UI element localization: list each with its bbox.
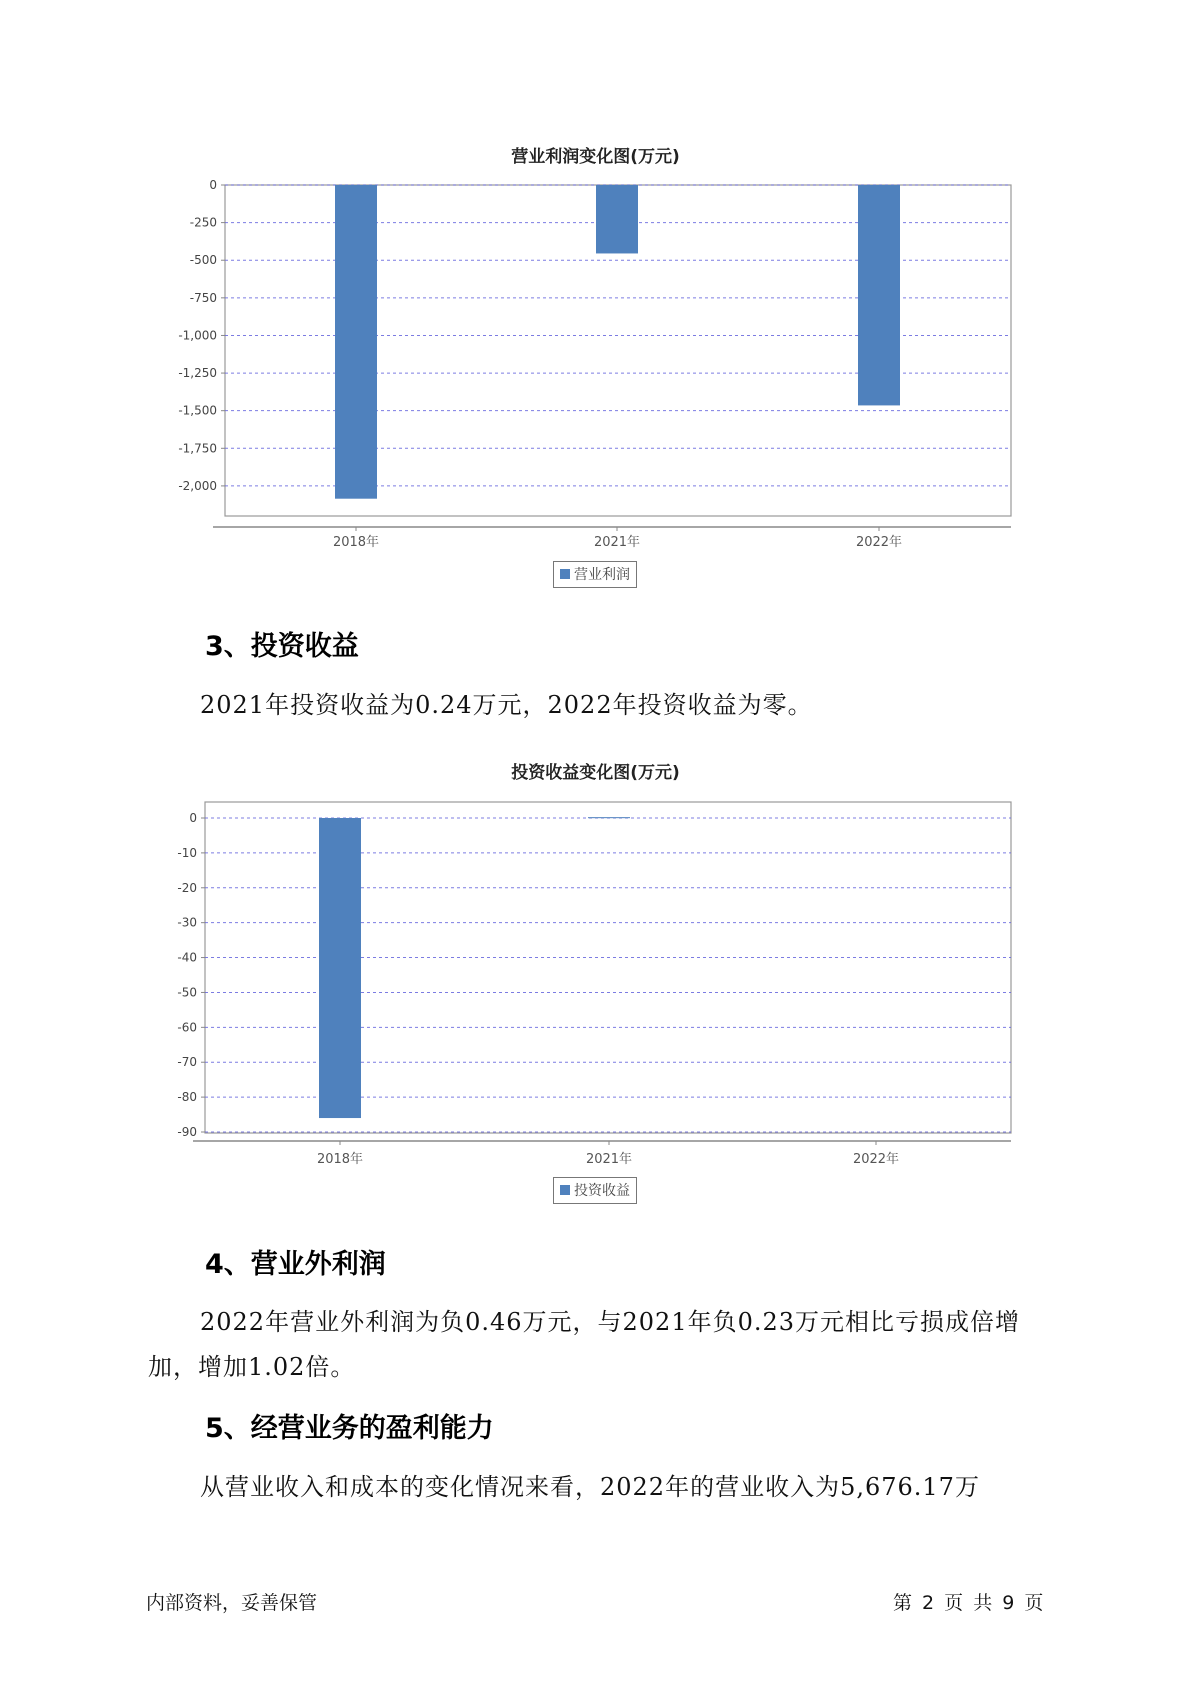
y-tick-label: -1,750 (178, 441, 217, 456)
x-tick-label: 2021年 (593, 535, 641, 550)
section-text-profitability: 从营业收入和成本的变化情况来看，2022年的营业收入为5,676.17万 (200, 1473, 980, 1501)
x-tick-label: 2021年 (585, 1152, 633, 1167)
footer-confidential: 内部资料，妥善保管 (146, 1592, 318, 1614)
bar (319, 818, 361, 1118)
y-tick-label: -10 (177, 845, 197, 860)
bar (588, 817, 630, 818)
y-tick-label: -80 (177, 1090, 197, 1105)
y-tick-label: 0 (189, 811, 197, 825)
section-heading-non-operating: 4、营业外利润 (205, 1249, 386, 1280)
y-tick-label: -750 (189, 290, 217, 305)
section-text-investment: 2021年投资收益为0.24万元，2022年投资收益为零。 (200, 691, 813, 719)
x-tick-label: 2022年 (855, 535, 903, 550)
y-tick-label: -50 (177, 985, 197, 1000)
chart-title: 营业利润变化图(万元) (511, 147, 680, 167)
y-tick-label: 0 (209, 178, 217, 192)
y-tick-label: -1,250 (178, 366, 217, 381)
y-tick-label: -1,000 (178, 328, 217, 343)
footer-page-number: 第 2 页 共 9 页 (893, 1592, 1046, 1614)
y-tick-label: -250 (189, 215, 217, 230)
chart-legend (553, 1177, 637, 1204)
x-tick-label: 2022年 (852, 1152, 900, 1167)
y-tick-label: -60 (177, 1020, 197, 1035)
y-tick-label: -1,500 (178, 403, 217, 418)
section-heading-investment: 3、投资收益 (205, 631, 359, 662)
x-tick-label: 2018年 (316, 1152, 364, 1167)
y-tick-label: -30 (177, 915, 197, 930)
section-heading-profitability: 5、经营业务的盈利能力 (205, 1413, 494, 1444)
y-tick-label: -90 (177, 1125, 197, 1139)
y-tick-label: -40 (177, 950, 197, 965)
section-text-non-operating: 2022年营业外利润为负0.46万元，与2021年负0.23万元相比亏损成倍增加，增加1.02倍。 (148, 1308, 1021, 1381)
x-tick-label: 2018年 (332, 535, 380, 550)
y-tick-label: -20 (177, 880, 197, 895)
legend-label: 营业利润 (574, 567, 630, 583)
legend-label: 投资收益 (574, 1183, 630, 1199)
y-tick-label: -2,000 (178, 478, 217, 493)
y-tick-label: -70 (177, 1055, 197, 1070)
chart-title: 投资收益变化图(万元) (511, 763, 680, 783)
y-tick-label: -500 (189, 253, 217, 268)
legend-swatch (560, 1185, 570, 1195)
